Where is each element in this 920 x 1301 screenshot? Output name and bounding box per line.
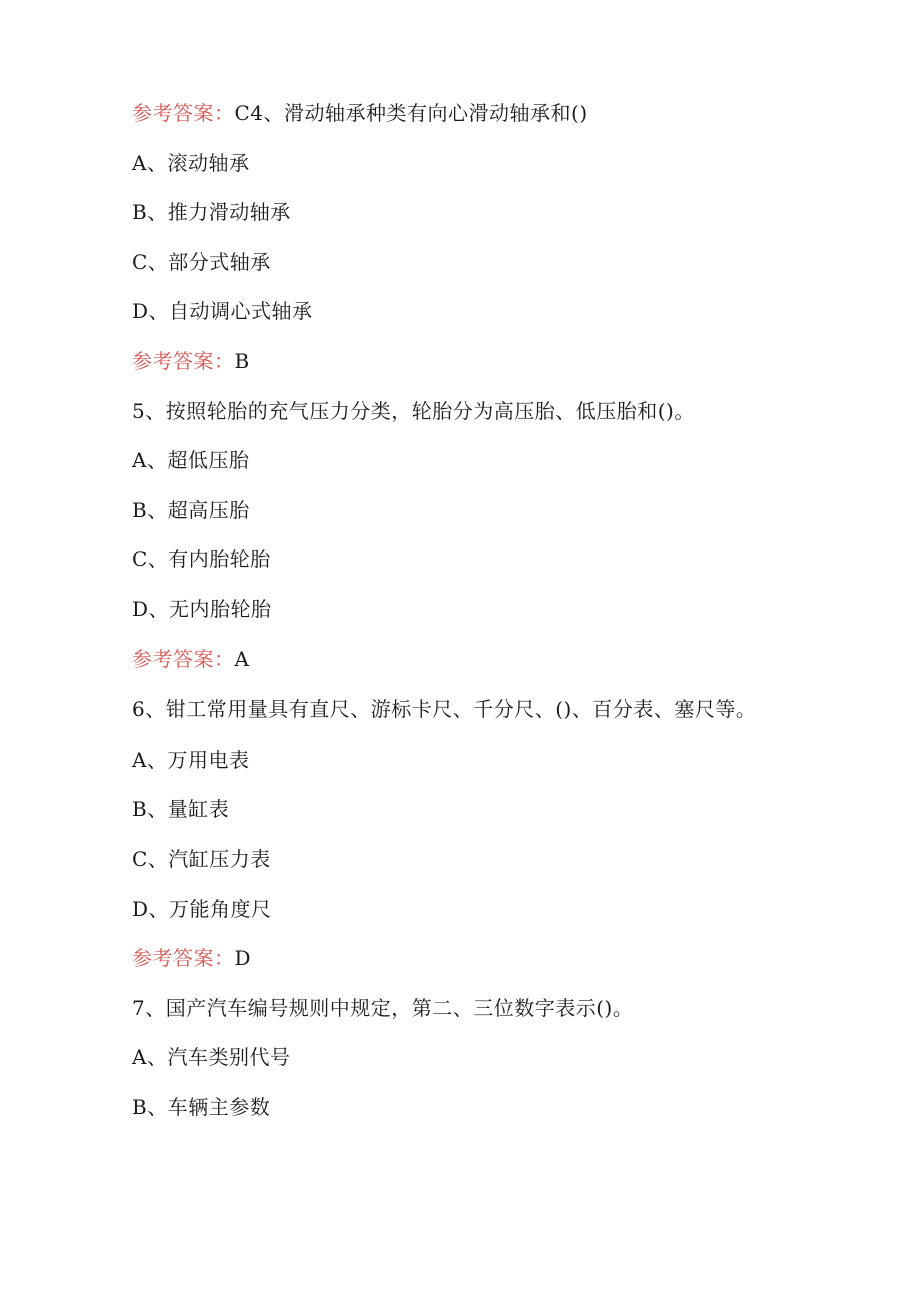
answer-value: C4、滑动轴承种类有向心滑动轴承和() — [234, 101, 588, 125]
option-d: D、自动调心式轴承 — [132, 299, 313, 324]
option-c: C、有内胎轮胎 — [132, 547, 271, 572]
answer-line — [132, 348, 772, 374]
question-6: 6、钳工常用量具有直尺、游标卡尺、千分尺、()、百分表、塞尺等。 — [132, 697, 757, 722]
option-b: B、推力滑动轴承 — [132, 200, 291, 225]
answer-line — [132, 945, 772, 971]
option-b: B、超高压胎 — [132, 497, 250, 522]
answer-value: B — [234, 348, 250, 373]
option-a: A、滚动轴承 — [132, 150, 250, 175]
answer-label: 参考答案： — [132, 646, 235, 671]
answer-label: 参考答案： — [132, 101, 235, 125]
answer-value: D — [234, 946, 252, 971]
answer-label: 参考答案： — [132, 348, 235, 373]
option-b: B、量缸表 — [132, 797, 230, 822]
option-c: C、汽缸压力表 — [132, 846, 271, 871]
option-b: B、车辆主参数 — [132, 1094, 271, 1119]
answer-line — [132, 100, 772, 126]
option-d: D、无内胎轮胎 — [132, 596, 272, 621]
answer-line — [132, 646, 772, 672]
option-a: A、汽车类别代号 — [132, 1045, 291, 1070]
answer-label: 参考答案： — [132, 946, 235, 971]
question-7: 7、国产汽车编号规则中规定，第二、三位数字表示()。 — [132, 995, 634, 1020]
option-a: A、超低压胎 — [132, 448, 250, 473]
quiz-content — [132, 100, 772, 1143]
answer-value: A — [234, 646, 250, 671]
option-a: A、万用电表 — [132, 747, 250, 772]
option-c: C、部分式轴承 — [132, 249, 271, 274]
question-5: 5、按照轮胎的充气压力分类，轮胎分为高压胎、低压胎和()。 — [132, 398, 695, 423]
option-d: D、万能角度尺 — [132, 896, 272, 921]
